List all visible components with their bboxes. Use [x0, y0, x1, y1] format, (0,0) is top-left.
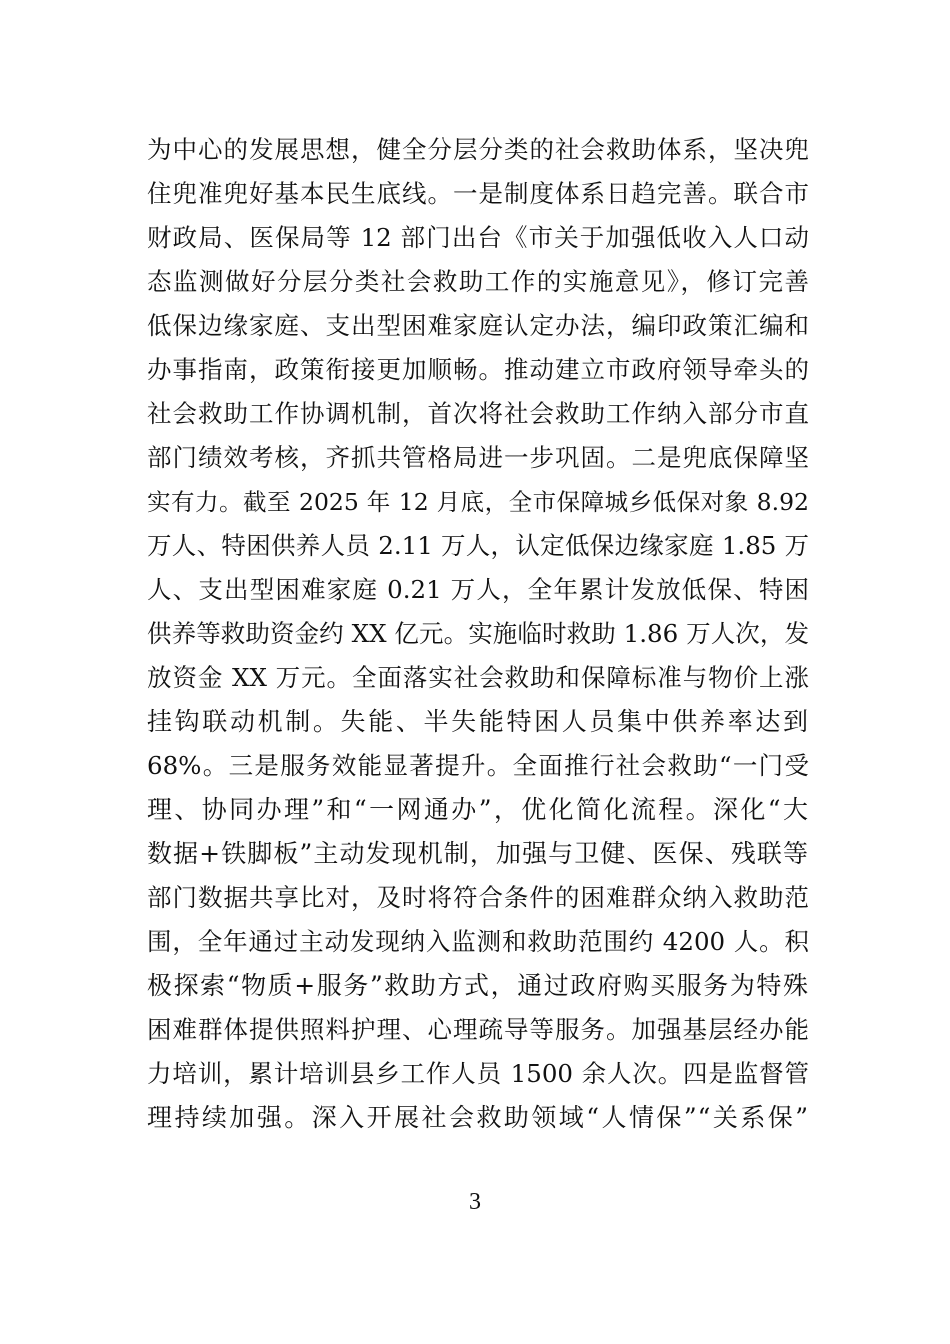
text-line: 极探索“物质+服务”救助方式，通过政府购买服务为特殊: [147, 971, 809, 1000]
text-line: 办事指南，政策衔接更加顺畅。推动建立市政府领导牵头的: [147, 355, 809, 384]
text-line: 理、协同办理”和“一网通办”，优化简化流程。深化“大: [147, 795, 809, 824]
text-line: 低保边缘家庭、支出型困难家庭认定办法，编印政策汇编和: [147, 311, 809, 340]
body-paragraph: [147, 128, 809, 1140]
text-line: 困难群体提供照料护理、心理疏导等服务。加强基层经办能: [147, 1015, 809, 1044]
text-line: 围，全年通过主动发现纳入监测和救助范围约 4200 人。积: [147, 927, 809, 956]
text-line: 放资金 XX 万元。全面落实社会救助和保障标准与物价上涨: [147, 663, 809, 692]
text-line: 部门数据共享比对，及时将符合条件的困难群众纳入救助范: [147, 883, 809, 912]
text-line: 住兜准兜好基本民生底线。一是制度体系日趋完善。联合市: [147, 179, 809, 208]
page-number: 3: [469, 1189, 481, 1215]
text-line: 实有力。截至 2025 年 12 月底，全市保障城乡低保对象 8.92: [147, 488, 809, 516]
text-line: 供养等救助资金约 XX 亿元。实施临时救助 1.86 万人次，发: [147, 619, 809, 648]
text-line: 理持续加强。深入开展社会救助领域“人情保”“关系保”: [147, 1103, 809, 1132]
text-line: 部门绩效考核，齐抓共管格局进一步巩固。二是兜底保障坚: [147, 443, 809, 472]
text-line: 社会救助工作协调机制，首次将社会救助工作纳入部分市直: [147, 399, 809, 428]
text-line: 态监测做好分层分类社会救助工作的实施意见》，修订完善: [147, 267, 809, 296]
text-line: 挂钩联动机制。失能、半失能特困人员集中供养率达到: [147, 707, 809, 736]
text-line: 为中心的发展思想，健全分层分类的社会救助体系，坚决兜: [147, 135, 809, 164]
text-line: 68%。三是服务效能显著提升。全面推行社会救助“一门受: [147, 751, 809, 780]
text-line: 万人、特困供养人员 2.11 万人，认定低保边缘家庭 1.85 万: [147, 531, 809, 560]
text-line: 人、支出型困难家庭 0.21 万人，全年累计发放低保、特困: [147, 575, 809, 604]
text-line: 力培训，累计培训县乡工作人员 1500 余人次。四是监督管: [147, 1059, 809, 1088]
text-line: 财政局、医保局等 12 部门出台《市关于加强低收入人口动: [147, 223, 809, 252]
text-line: 数据+铁脚板”主动发现机制，加强与卫健、医保、残联等: [147, 839, 809, 868]
